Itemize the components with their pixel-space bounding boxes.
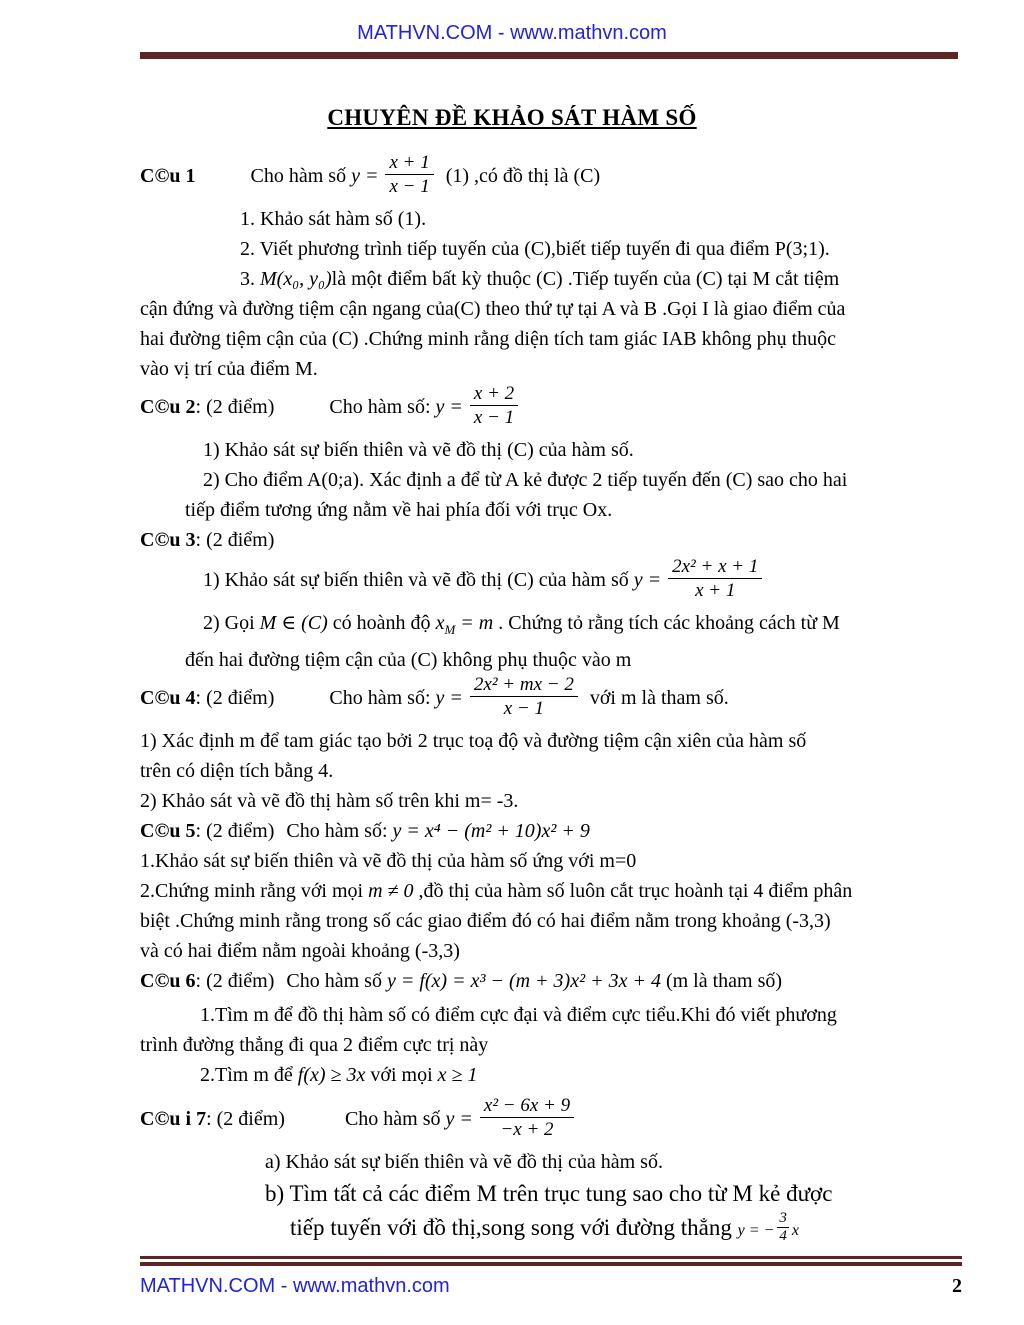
q3-item-1 [140,556,964,604]
q3-item-2 [140,608,964,645]
q2-fraction-denominator: x − 1 [473,407,515,428]
q6-formula: y = f(x) = x³ − (m + 3)x² + 3x + 4 [386,970,661,992]
q5-intro: Cho hàm số: [286,820,393,842]
q1-item-1: 1. Khảo sát hàm số (1). [240,208,427,230]
q7-points: : (2 điểm) [206,1108,285,1131]
q2-fraction [470,383,518,428]
header-site-text: MATHVN.COM - www.mathvn.com [357,22,667,44]
q2-item-2-cont: tiếp điểm tương ứng nằm về hai phía đối với trục Ox. [185,499,613,521]
q3-item-2-math-1: M ∈ (C) [259,612,328,634]
q7-fraction-denominator: −x + 2 [500,1119,554,1140]
q6-intro: Cho hàm số [286,970,387,992]
q5-formula: y = x⁴ − (m² + 10)x² + 9 [392,820,590,842]
q5-points: : (2 điểm) [195,820,275,842]
q1-label: C©u 1 [140,165,196,188]
page-footer [140,1256,962,1298]
q1-item-3-number: 3. [240,268,260,290]
q7-item-a: a) Khảo sát sự biến thiên và vẽ đồ thị của hàm số. [265,1151,663,1173]
q3-equation-lhs: y = [633,569,662,592]
q2-equation-lhs: y = [435,396,463,419]
q7-line-fraction [777,1211,789,1244]
q3-item-2-eq-m: = m [455,612,494,634]
q6-line-3-mid: với mọi [365,1064,438,1086]
q4-equation-lhs: y = [435,687,463,710]
q3-item-2-x-subscript: M [444,622,456,637]
q4-fraction-denominator: x − 1 [503,698,544,719]
q1-paragraph-3: vào vị trí của điểm M. [140,358,318,380]
q1-fraction-denominator: x − 1 [389,176,430,197]
q4-fraction [470,674,578,719]
q5-line-3: biệt .Chứng minh rằng trong số các giao điểm đó có hai điểm nằm trong khoảng (-3,3) [140,910,831,932]
q2-item-1: 1) Khảo sát sự biến thiên và vẽ đồ thị (C) của hàm số. [203,439,634,461]
q7-fraction [480,1095,574,1140]
q6-line-3 [140,1060,964,1090]
q3-label: C©u 3 [140,529,196,551]
q3-points: : (2 điểm) [195,529,275,551]
q3-fraction-numerator: 2x² + x + 1 [668,556,762,579]
footer-rule-top [140,1256,962,1259]
q4-item-1: 1) Xác định m để tam giác tạo bởi 2 trục toạ độ và đường tiệm cận xiên của hàm số [140,730,807,752]
q3-fraction-denominator: x + 1 [695,580,736,601]
q1-heading [140,152,964,200]
q5-line-2-post: ,đồ thị của hàm số luôn cắt trục hoành tại 4 điểm phân [413,880,853,902]
page-number: 2 [952,1275,962,1297]
q4-heading [140,674,964,722]
q1-fraction-numerator: x + 1 [385,152,433,175]
q7-intro: Cho hàm số [344,1108,446,1131]
q7-line-equation-lhs: y = − [737,1222,775,1239]
q6-heading [140,966,964,996]
q5-line-2 [140,876,964,906]
q6-line-3-math-1: f(x) ≥ 3x [297,1064,366,1086]
q4-label: C©u 4 [140,687,196,710]
q2-intro: Cho hàm số: [329,396,436,419]
q5-line-2-math: m ≠ 0 [368,880,414,902]
q3-item-2-cont: đến hai đường tiệm cận của (C) không phụ thuộc vào m [185,649,632,671]
footer-site-text: MATHVN.COM - www.mathvn.com [140,1275,450,1297]
q3-fraction [668,556,762,601]
q4-intro: Cho hàm số: [329,687,436,710]
q6-post: (m là tham số) [660,970,783,992]
q2-label: C©u 2 [140,396,196,419]
q2-fraction-numerator: x + 2 [470,383,518,406]
q4-post: với m là tham số. [584,687,729,710]
q2-heading [140,383,964,431]
doc-title: CHUYÊN ĐỀ KHẢO SÁT HÀM SỐ [327,105,697,130]
q1-post: (1) ,có đồ thị là (C) [440,165,601,188]
q6-line-3-math-2: x ≥ 1 [437,1064,478,1086]
q1-item-3-text: là một điểm bất kỳ thuộc (C) .Tiếp tuyến của (C) tại M cắt tiệm [331,268,840,290]
q5-label: C©u 5 [140,820,196,842]
q7-line-equation-rhs: x [791,1222,799,1239]
q1-equation-lhs: y = [351,165,379,188]
q1-item-2: 2. Viết phương trình tiếp tuyến của (C),biết tiếp tuyến đi qua điểm P(3;1). [240,238,830,260]
q1-paragraph-1: cận đứng và đường tiệm cận ngang của(C) theo thứ tự tại A và B .Gọi I là giao điểm của [140,298,846,320]
q1-fraction [385,152,433,197]
q1-item-3-math: M(x₀, y₀) [260,268,332,290]
q1-item-3 [140,264,964,294]
q6-label: C©u 6 [140,970,196,992]
q3-item-1-text: 1) Khảo sát sự biến thiên và vẽ đồ thị (C) của hàm số [203,569,634,592]
q7-equation-lhs: y = [445,1108,473,1131]
q7-item-b: b) Tìm tất cả các điểm M trên trục tung sao cho từ M kẻ được [265,1181,833,1206]
q3-item-2-number: 2) Gọi [203,612,260,634]
q6-line-3-text: 2.Tìm m để [200,1064,298,1086]
q5-heading [140,816,964,846]
q4-item-1-cont: trên có diện tích bằng 4. [140,760,334,782]
q6-line-1: 1.Tìm m để đồ thị hàm số có điểm cực đại và điểm cực tiểu.Khi đó viết phương [200,1004,837,1026]
q5-line-2-text: 2.Chứng minh rằng với mọi [140,880,369,902]
q3-heading [140,525,964,555]
q7-line-fraction-numerator: 3 [779,1210,787,1227]
q5-line-1: 1.Khảo sát sự biến thiên và vẽ đồ thị của hàm số ứng với m=0 [140,850,637,872]
q7-item-b-cont [140,1211,964,1248]
q2-item-2: 2) Cho điểm A(0;a). Xác định a để từ A kẻ được 2 tiếp tuyến đến (C) sao cho hai [203,469,848,491]
q4-item-2: 2) Khảo sát và vẽ đồ thị hàm số trên khi m= -3. [140,790,519,812]
q2-points: : (2 điểm) [195,396,275,419]
q1-paragraph-2: hai đường tiệm cận của (C) .Chứng minh rằng diện tích tam giác IAB không phụ thuộc [140,328,836,350]
q4-fraction-numerator: 2x² + mx − 2 [470,674,578,697]
q7-line-fraction-denominator: 4 [779,1228,787,1245]
q5-line-4: và có hai điểm nằm ngoài khoảng (-3,3) [140,940,460,962]
q7-fraction-numerator: x² − 6x + 9 [480,1095,574,1118]
q6-points: : (2 điểm) [195,970,275,992]
header-rule [140,52,958,59]
footer-rule-bottom [140,1262,962,1266]
q4-points: : (2 điểm) [195,687,275,710]
q3-item-2-mid: có hoành độ [327,612,436,634]
q3-item-2-x: x [435,612,445,634]
document-body [140,152,964,1248]
q3-item-2-text: . Chứng tỏ rằng tích các khoảng cách từ M [493,612,840,634]
q7-item-b-cont-text: tiếp tuyến với đồ thị,song song với đường thẳng [290,1215,738,1240]
q6-line-2: trình đường thẳng đi qua 2 điểm cực trị này [140,1034,489,1056]
q7-heading [140,1095,964,1143]
q1-intro: Cho hàm số [250,165,352,188]
q7-label: C©u i 7 [140,1108,207,1131]
